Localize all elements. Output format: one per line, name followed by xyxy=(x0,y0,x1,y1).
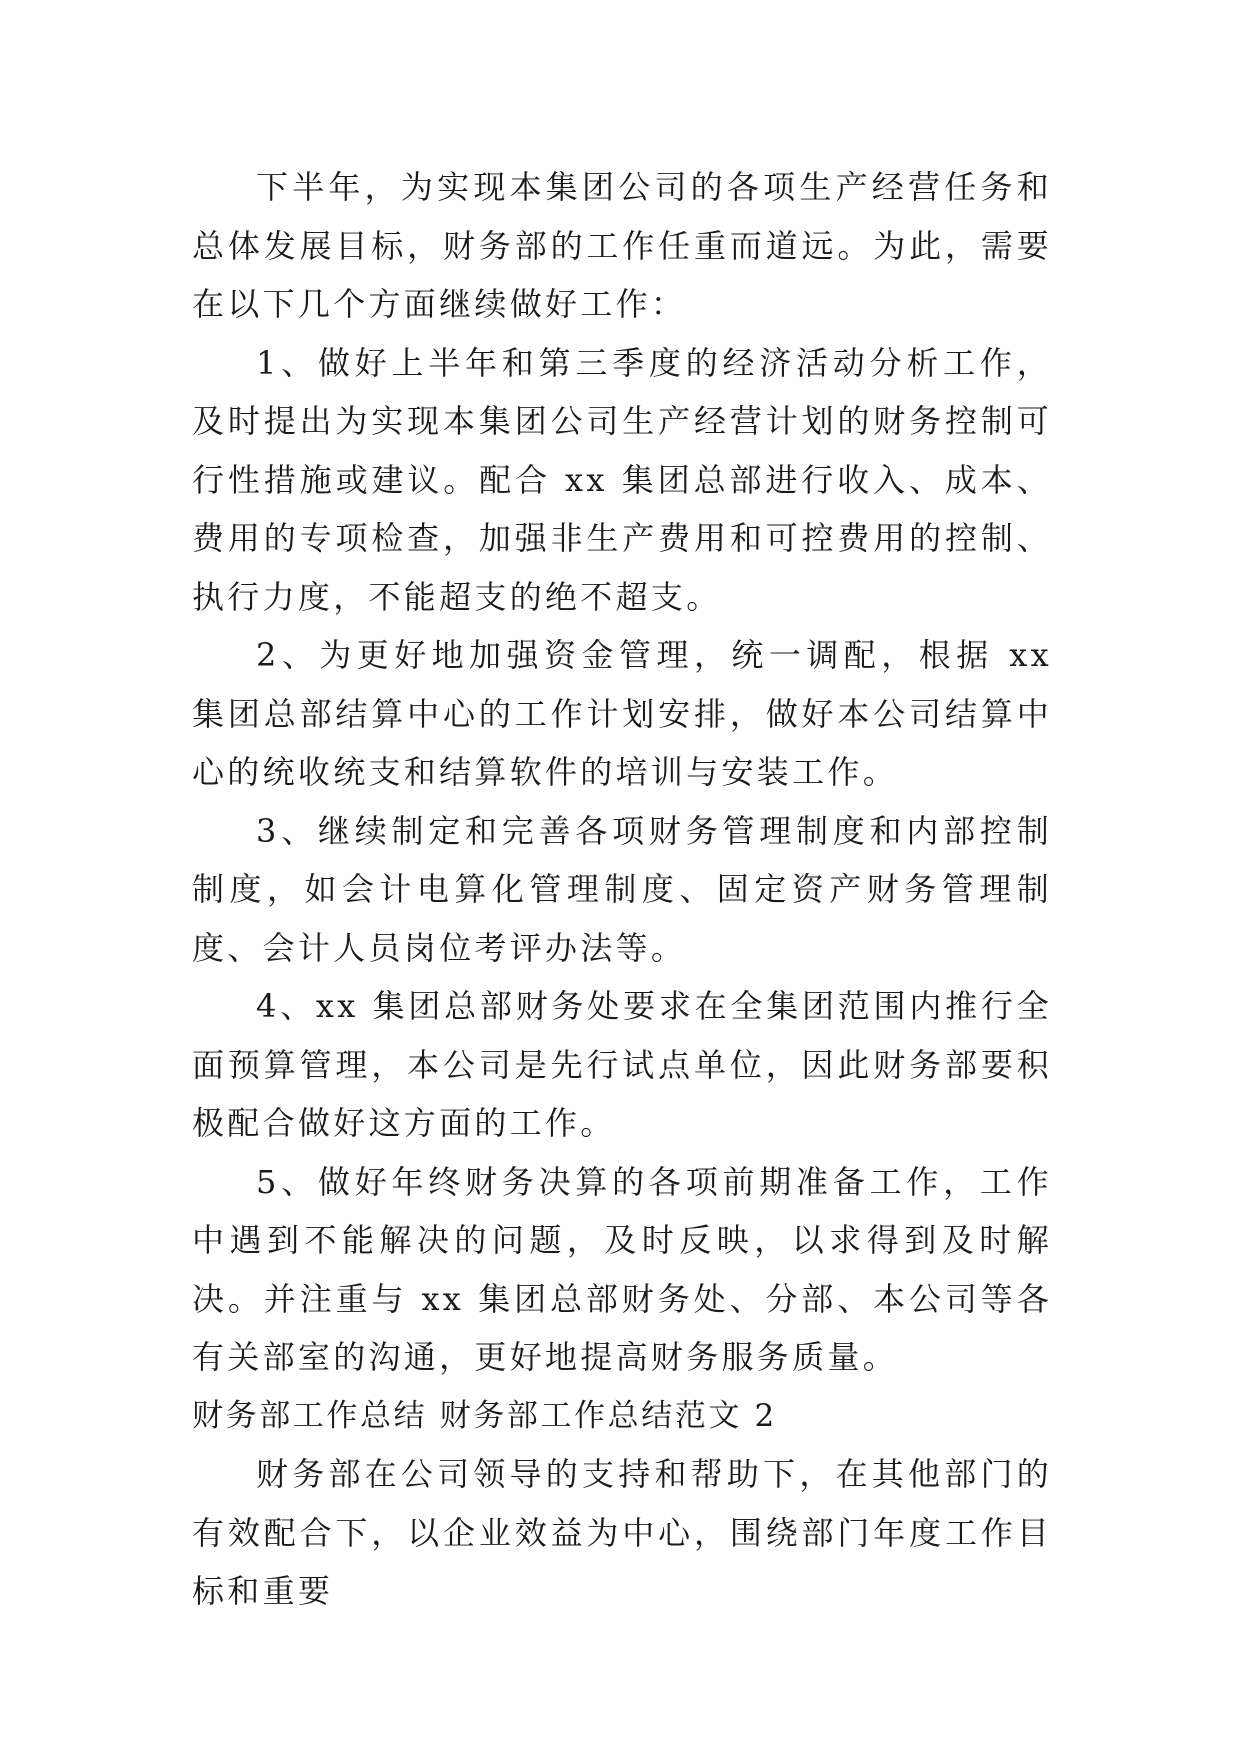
paragraph-item-1: 1、做好上半年和第三季度的经济活动分析工作，及时提出为实现本集团公司生产经营计划的财务控制可行性措施或建议。配合 xx 集团总部进行收入、成本、费用的专项检查，加强非生产费用和可控费用的控制、执行力度，不能超支的绝不超支。 xyxy=(192,343,1052,616)
paragraph-item-3: 3、继续制定和完善各项财务管理制度和内部控制制度，如会计电算化管理制度、固定资产财务管理制度、会计人员岗位考评办法等。 xyxy=(192,811,1052,967)
paragraph-item-5: 5、做好年终财务决算的各项前期准备工作，工作中遇到不能解决的问题，及时反映，以求得到及时解决。并注重与 xx 集团总部财务处、分部、本公司等各有关部室的沟通，更好地提高财务服务质量。 xyxy=(192,1162,1052,1376)
paragraph-closing: 财务部在公司领导的支持和帮助下，在其他部门的有效配合下，以企业效益为中心，围绕部门年度工作目标和重要 xyxy=(192,1455,1052,1610)
document-page xyxy=(192,158,1052,1621)
paragraph-item-2: 2、为更好地加强资金管理，统一调配，根据 xx 集团总部结算中心的工作计划安排，做好本公司结算中心的统收统支和结算软件的培训与安装工作。 xyxy=(192,636,1052,791)
section-heading: 财务部工作总结 财务部工作总结范文 2 xyxy=(192,1397,777,1434)
paragraph-item-4: 4、xx 集团总部财务处要求在全集团范围内推行全面预算管理，本公司是先行试点单位，因此财务部要积极配合做好这方面的工作。 xyxy=(192,987,1052,1142)
paragraph-intro: 下半年，为实现本集团公司的各项生产经营任务和总体发展目标，财务部的工作任重而道远。为此，需要在以下几个方面继续做好工作： xyxy=(192,168,1052,323)
